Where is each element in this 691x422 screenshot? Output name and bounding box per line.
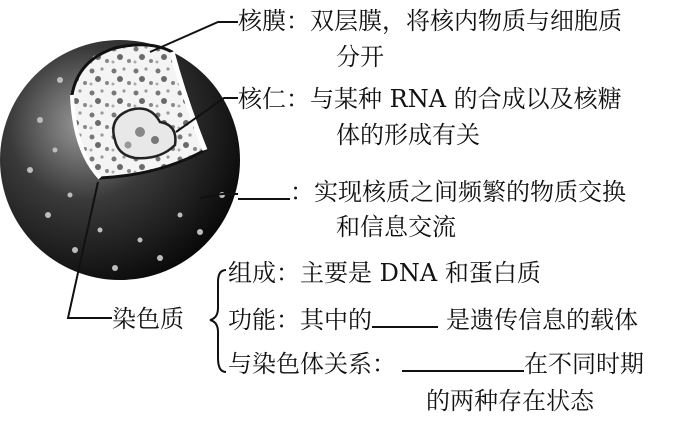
nuclear-envelope-label: 核膜：双层膜，将核内物质与细胞质 [238, 7, 622, 35]
chromatin-relation-2: 的两种存在状态 [426, 387, 594, 415]
pore-blank[interactable] [238, 176, 290, 200]
chromatin-relation: 与染色体关系： 在不同时期 [228, 350, 644, 378]
relation-blank[interactable] [402, 348, 524, 372]
function-blank[interactable] [372, 304, 438, 328]
nucleolus-desc-2: 体的形成有关 [336, 121, 480, 149]
nuclear-envelope-desc-2: 分开 [336, 43, 384, 71]
nuclear-pore-desc-2: 和信息交流 [336, 213, 456, 241]
chromatin-brace [210, 270, 226, 372]
nucleolus-label: 核仁：与某种 RNA 的合成以及核糖 [238, 85, 622, 113]
chromatin-composition: 组成：主要是 DNA 和蛋白质 [228, 259, 541, 287]
nuclear-pore-label: ：实现核质之间频繁的物质交换 [238, 176, 626, 207]
chromatin-function: 功能：其中的 是遗传信息的载体 [228, 306, 638, 334]
chromatin-label: 染色质 [112, 305, 184, 333]
